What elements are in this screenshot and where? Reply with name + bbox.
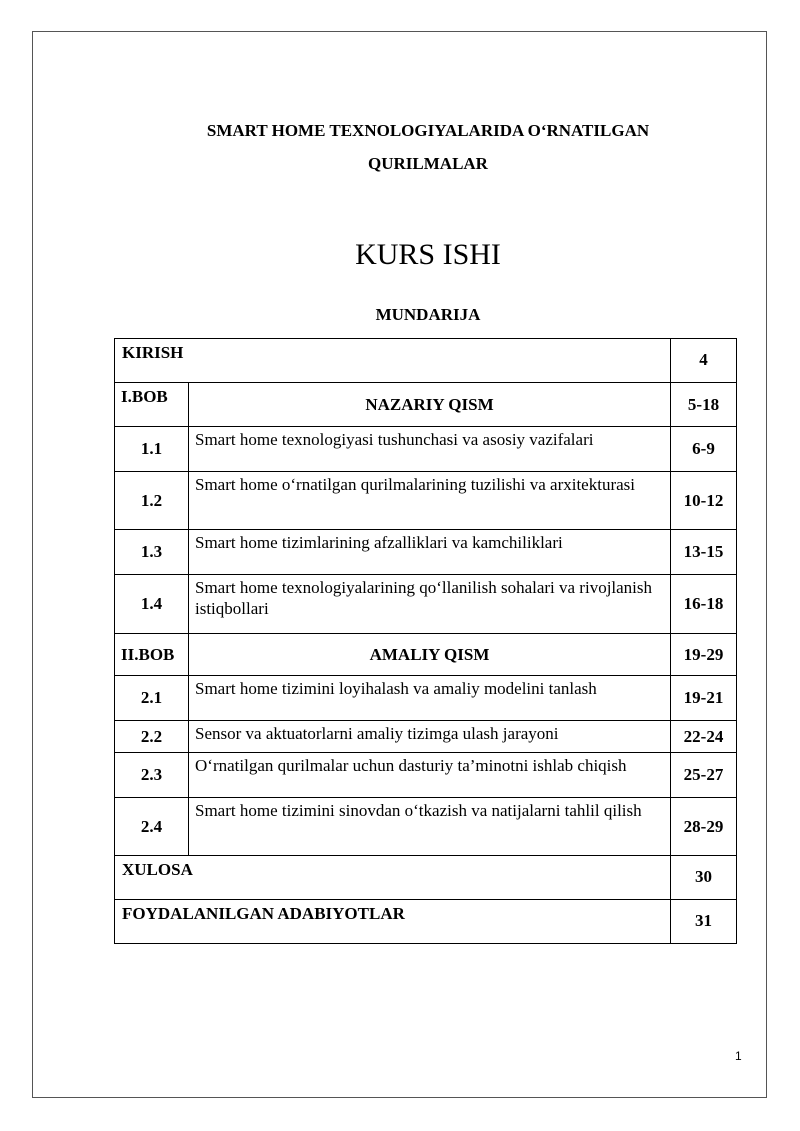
toc-row-section <box>115 753 737 798</box>
toc-row-section <box>115 798 737 856</box>
toc-chapter-1-title: NAZARIY QISM <box>189 383 671 427</box>
toc-references-page: 31 <box>671 900 737 944</box>
toc-section-title: Smart home o‘rnatilgan qurilmalarining tuzilishi va arxitekturasi <box>189 472 671 530</box>
document-title-line-1: SMART HOME TEXNOLOGIYALARIDA O‘RNATILGAN <box>206 121 650 140</box>
table-of-contents <box>114 338 737 944</box>
toc-intro-page: 4 <box>671 339 737 383</box>
toc-row-section <box>115 575 737 634</box>
toc-conclusion-label: XULOSA <box>115 856 671 900</box>
toc-section-title: Smart home texnologiyalarining qo‘llanilish sohalari va rivojlanish istiqbollari <box>189 575 671 634</box>
toc-section-pages: 25-27 <box>671 753 737 798</box>
toc-row-section <box>115 472 737 530</box>
toc-section-number: 2.3 <box>115 753 189 798</box>
toc-chapter-2-title: AMALIY QISM <box>189 634 671 676</box>
toc-section-pages: 28-29 <box>671 798 737 856</box>
toc-section-pages: 6-9 <box>671 427 737 472</box>
toc-section-number: 1.1 <box>115 427 189 472</box>
toc-chapter-1-pages: 5-18 <box>671 383 737 427</box>
toc-section-pages: 22-24 <box>671 721 737 753</box>
toc-section-title: O‘rnatilgan qurilmalar uchun dasturiy ta’minotni ishlab chiqish <box>189 753 671 798</box>
toc-chapter-2-code: II.BOB <box>115 634 189 676</box>
toc-section-title: Sensor va aktuatorlarni amaliy tizimga ulash jarayoni <box>189 721 671 753</box>
toc-row-section <box>115 721 737 753</box>
toc-section-number: 1.3 <box>115 530 189 575</box>
toc-row-chapter-1 <box>115 383 737 427</box>
toc-section-pages: 19-21 <box>671 676 737 721</box>
toc-section-number: 1.2 <box>115 472 189 530</box>
toc-section-pages: 10-12 <box>671 472 737 530</box>
toc-section-title: Smart home tizimini loyihalash va amaliy modelini tanlash <box>189 676 671 721</box>
toc-chapter-1-code: I.BOB <box>115 383 189 427</box>
toc-chapter-2-pages: 19-29 <box>671 634 737 676</box>
toc-row-section <box>115 676 737 721</box>
toc-section-number: 2.1 <box>115 676 189 721</box>
toc-section-number: 2.4 <box>115 798 189 856</box>
toc-conclusion-page: 30 <box>671 856 737 900</box>
toc-section-title: Smart home texnologiyasi tushunchasi va asosiy vazifalari <box>189 427 671 472</box>
toc-section-number: 1.4 <box>115 575 189 634</box>
document-subtitle: KURS ISHI <box>355 238 501 271</box>
toc-row-section <box>115 427 737 472</box>
toc-section-pages: 13-15 <box>671 530 737 575</box>
toc-row-references <box>115 900 737 944</box>
toc-section-pages: 16-18 <box>671 575 737 634</box>
toc-references-label: FOYDALANILGAN ADABIYOTLAR <box>115 900 671 944</box>
toc-row-conclusion <box>115 856 737 900</box>
document-title-line-2: QURILMALAR <box>368 154 488 173</box>
toc-heading: MUNDARIJA <box>375 305 481 324</box>
toc-section-title: Smart home tizimlarining afzalliklari va kamchiliklari <box>189 530 671 575</box>
toc-intro-label: KIRISH <box>115 339 671 383</box>
toc-row-chapter-2 <box>115 634 737 676</box>
toc-row-section <box>115 530 737 575</box>
toc-row-intro <box>115 339 737 383</box>
toc-section-number: 2.2 <box>115 721 189 753</box>
toc-section-title: Smart home tizimini sinovdan o‘tkazish va natijalarni tahlil qilish <box>189 798 671 856</box>
page-number: 1 <box>735 1049 742 1063</box>
